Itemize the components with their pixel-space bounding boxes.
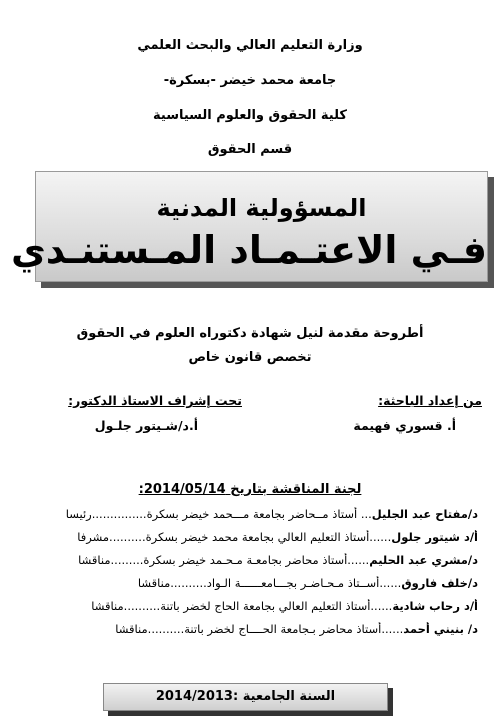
member-role: ..........مناقشا xyxy=(137,576,207,590)
department-name: قسم الحقوق xyxy=(207,142,293,157)
member-description: ......أســتاذ مـحـاضـر بجـــامعــــــة الـواد xyxy=(206,576,402,590)
ministry-name: وزارة التعليم العالي والبحث العلمي xyxy=(137,38,363,53)
thesis-description: أطروحة مقدمة لنيل شهادة دكتوراه العلوم في الحقوق xyxy=(76,326,424,341)
prepared-by-label: من إعداد الباحثة: xyxy=(378,393,482,408)
supervisor-name: أ.د/شـيتور جلـول xyxy=(94,418,198,433)
member-role: .........مناقشا xyxy=(78,553,144,567)
member-role: ...............رئيسا xyxy=(65,507,147,521)
member-description: ......أستاذ محاضر بـجامعة الحــــاج لخضر باتنة xyxy=(184,622,404,636)
member-name: أ/د شيتور جلول xyxy=(391,530,478,544)
member-name: د/مفتاح عبد الجليل xyxy=(371,507,478,521)
member-description: ......أستاذ التعليم العالي بجامعة محمد خيضر بسكرة xyxy=(145,530,392,544)
member-description: ......أستاذ التعليم العالي بجامعة الحاج لخضر باتنة xyxy=(160,599,393,613)
member-role: ..........مشرفا xyxy=(77,530,146,544)
supervision-label: تحت إشراف الاستاذ الدكتور: xyxy=(68,393,242,408)
member-name: أ/د رحاب شادية xyxy=(392,599,478,613)
member-role: ..........مناقشا xyxy=(115,622,185,636)
committee-member-row xyxy=(8,553,478,567)
faculty-name: كلية الحقوق والعلوم السياسية xyxy=(153,108,347,123)
academic-year-box: السنة الجامعية :2014/2013 xyxy=(103,683,388,711)
committee-member-row xyxy=(8,622,478,636)
title-line-1: المسؤولية المدنية xyxy=(156,194,367,222)
university-name: جامعة محمد خيضر -بسكرة- xyxy=(163,73,337,88)
title-line-2: فـي الاعتـمـاد المـستنـدي xyxy=(10,228,487,272)
committee-member-row xyxy=(8,576,478,590)
thesis-specialty: تخصص قانون خاص xyxy=(188,350,312,365)
member-description: ... أستاذ مــحاضر بجامعة مـــحمد خيضر بسكرة xyxy=(146,507,372,521)
committee-member-row xyxy=(8,599,478,613)
committee-member-row xyxy=(8,507,478,521)
member-name: د/ بنيني أحمد xyxy=(403,622,478,636)
member-role: ..........مناقشا xyxy=(91,599,161,613)
member-description: ......أستاذ محاضر بجامعـة مـحـمد خيضر بسكرة xyxy=(143,553,370,567)
member-name: د/خلف فاروق xyxy=(401,576,478,590)
member-name: د/مشري عبد الحليم xyxy=(369,553,478,567)
researcher-name: أ. قسوري فهيمة xyxy=(353,418,456,433)
committee-member-row xyxy=(8,530,478,544)
committee-title: لجنة المناقشة بتاريخ 2014/05/14: xyxy=(138,482,362,497)
title-box xyxy=(10,171,488,282)
